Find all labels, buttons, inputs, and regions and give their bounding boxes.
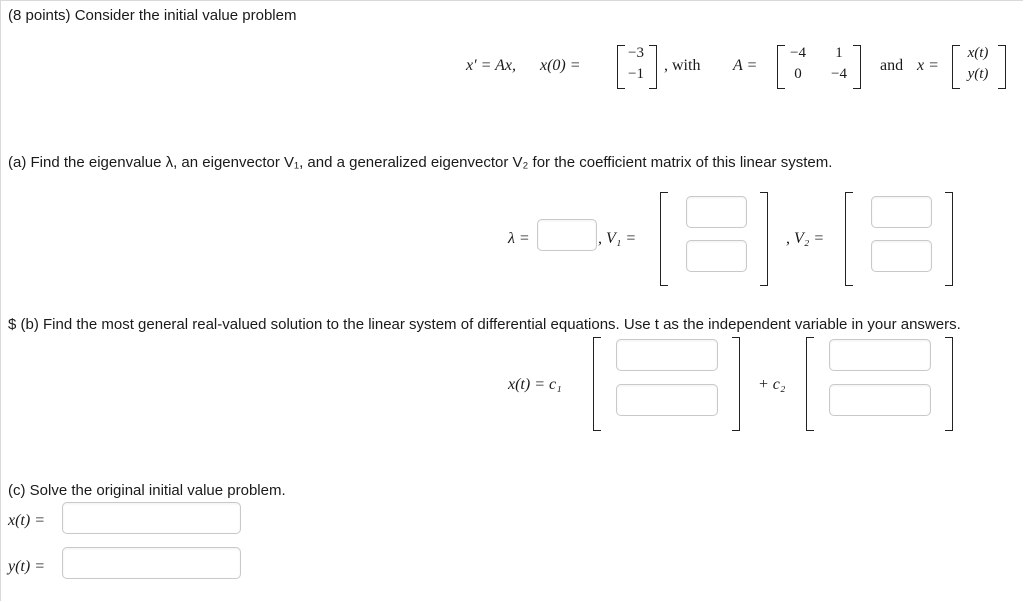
initial-condition-label: x(0) =: [540, 57, 581, 74]
solution-vector-2-left-bracket: [806, 337, 814, 431]
v2-label: , V₂ =: [786, 230, 825, 247]
a-matrix-entry-11: −4: [790, 45, 806, 61]
v2-left-bracket: [845, 192, 853, 286]
a-matrix-entry-12: 1: [835, 45, 843, 61]
x-vector-entry-2: y(t): [967, 66, 989, 82]
solution-vector-1-left-bracket: [593, 337, 601, 431]
v1-right-bracket: [760, 192, 768, 286]
x-solution-input[interactable]: [62, 502, 241, 534]
a-matrix-entry-21: 0: [794, 66, 802, 82]
v2-entry-2-input[interactable]: [871, 240, 932, 272]
init-vector-entry-1: −3: [628, 45, 644, 61]
y-solution-input[interactable]: [62, 547, 241, 579]
part-a-prompt: (a) Find the eigenvalue λ, an eigenvector V₁, and a generalized eigenvector V₂ for the coefficient matrix of this linear system.: [8, 154, 833, 171]
solution-vector-1-entry-2-input[interactable]: [616, 384, 718, 416]
x-vector-entry-1: x(t): [967, 45, 989, 61]
solution-vector-2-right-bracket: [945, 337, 953, 431]
part-b-prompt: $ (b) Find the most general real-valued solution to the linear system of differential equations. Use t as the independent variable in your answers.: [8, 316, 961, 333]
x-solution-label: x(t) =: [8, 512, 45, 529]
v1-label: , V₁ =: [598, 230, 637, 247]
lambda-input[interactable]: [537, 219, 597, 251]
v2-right-bracket: [945, 192, 953, 286]
v2-entry-1-input[interactable]: [871, 196, 932, 228]
general-solution-label: x(t) = c₁: [508, 376, 562, 393]
y-solution-label: y(t) =: [8, 558, 45, 575]
solution-vector-2-entry-2-input[interactable]: [829, 384, 931, 416]
part-c-prompt: (c) Solve the original initial value problem.: [8, 482, 286, 499]
with-label: , with: [664, 57, 701, 74]
a-matrix-label: A =: [733, 57, 758, 74]
lambda-label: λ =: [508, 230, 530, 247]
a-matrix-entry-22: −4: [831, 66, 847, 82]
system-equation: x′ = Ax,: [466, 57, 516, 74]
question-title: (8 points) Consider the initial value problem: [8, 7, 297, 24]
solution-vector-2-entry-1-input[interactable]: [829, 339, 931, 371]
c2-label: + c₂: [758, 376, 786, 393]
init-vector-right-bracket: [649, 45, 657, 89]
x-vector-label: x =: [917, 57, 939, 74]
v1-entry-1-input[interactable]: [686, 196, 747, 228]
x-vector-right-bracket: [998, 45, 1006, 89]
v1-left-bracket: [660, 192, 668, 286]
solution-vector-1-entry-1-input[interactable]: [616, 339, 718, 371]
and-label: and: [880, 57, 904, 74]
solution-vector-1-right-bracket: [732, 337, 740, 431]
init-vector-entry-2: −1: [628, 66, 644, 82]
a-matrix-right-bracket: [853, 45, 861, 89]
v1-entry-2-input[interactable]: [686, 240, 747, 272]
